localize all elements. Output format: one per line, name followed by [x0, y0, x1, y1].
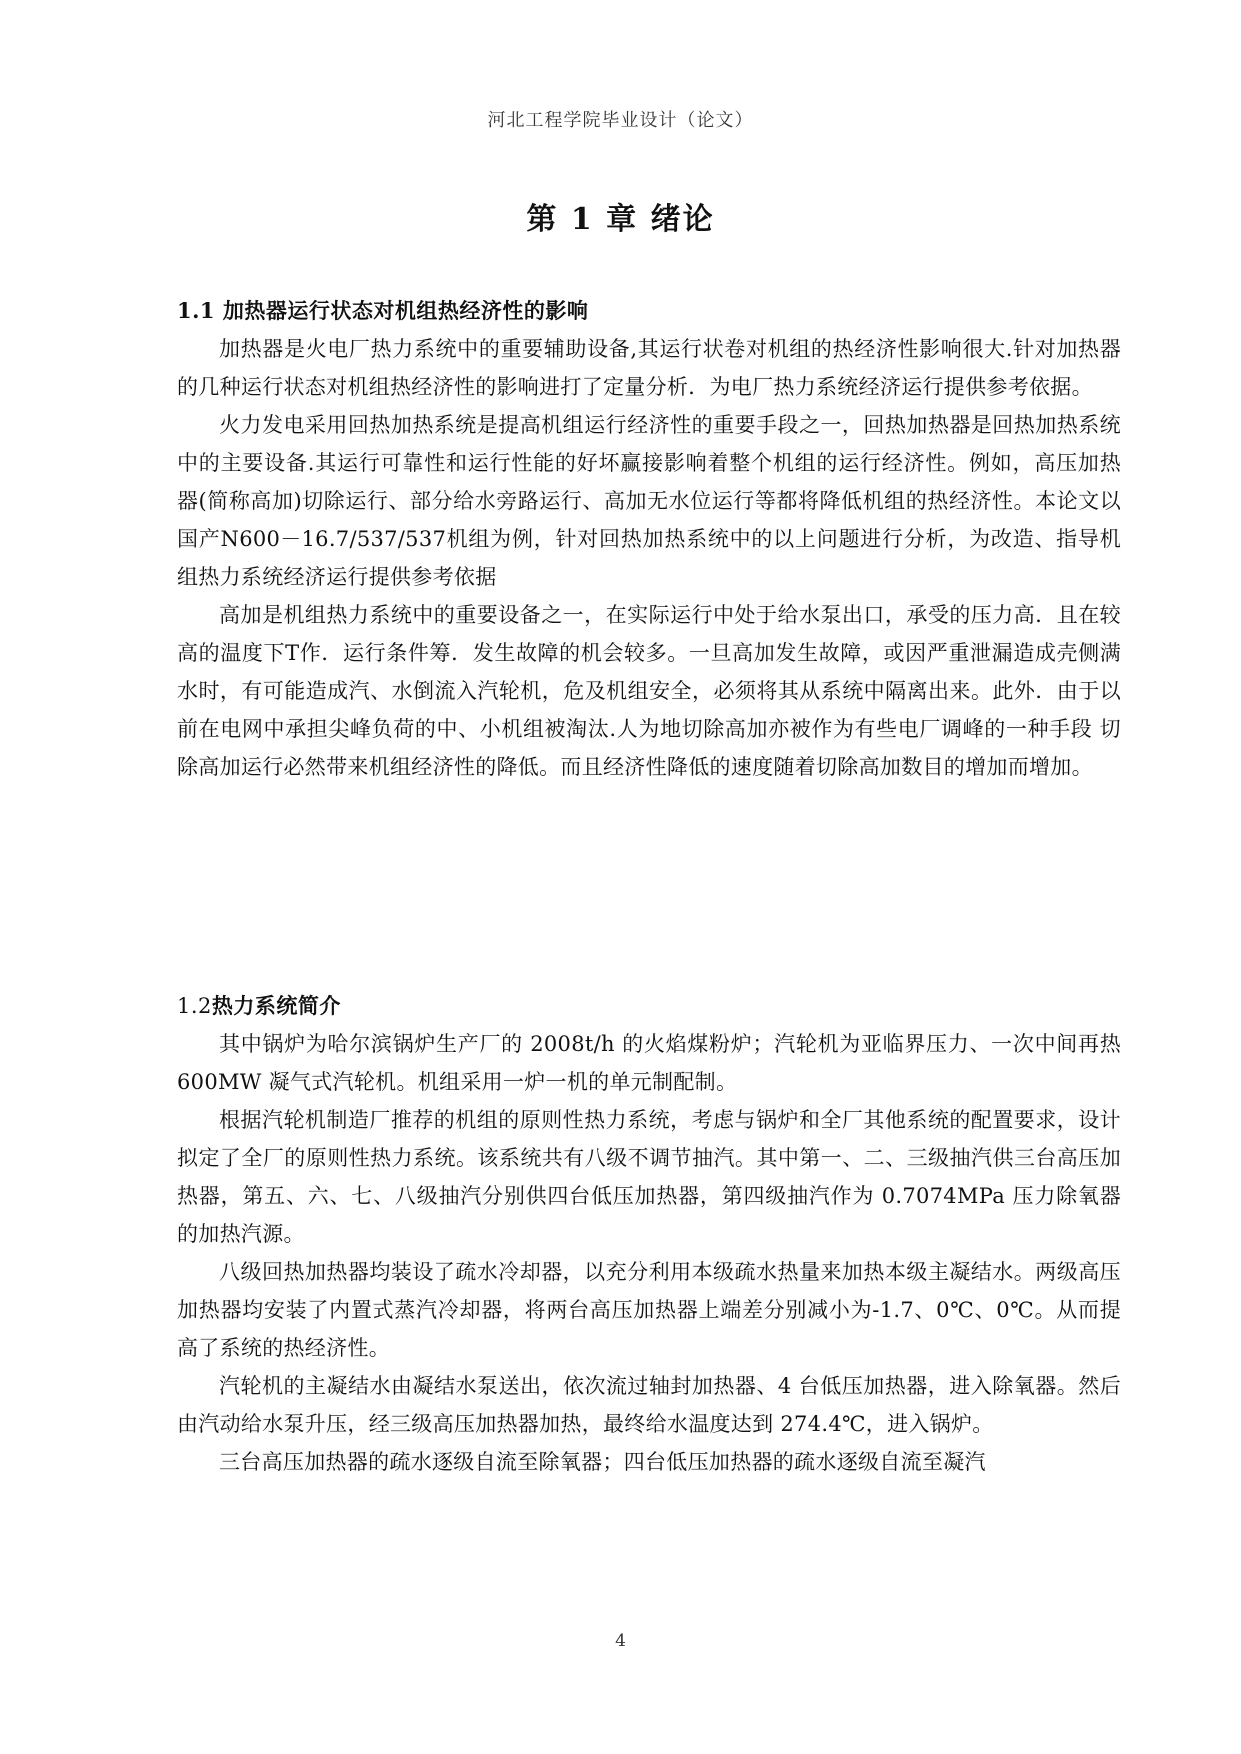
section-number: 1.2: [177, 994, 212, 1018]
section-title: 加热器运行状态对机组热经济性的影响: [222, 298, 589, 323]
paragraph: 汽轮机的主凝结水由凝结水泵送出，依次流过轴封加热器、4 台低压加热器，进入除氧器。然后由汽动给水泵升压，经三级高压加热器加热，最终给水温度达到 274.4℃，进入锅炉。: [177, 1374, 1121, 1436]
running-header: 河北工程学院毕业设计（论文）: [487, 110, 754, 131]
paragraph: 高加是机组热力系统中的重要设备之一，在实际运行中处于给水泵出口，承受的压力高．且在较高的温度下T作．运行条件筹．发生故障的机会较多。一旦高加发生故障，或因严重泄漏造成壳侧满水时，有可能造成汽、水倒流入汽轮机，危及机组安全，必须将其从系统中隔离出来。此外．由于以前在电网中承担尖峰负荷的中、小机组被淘汰.人为地切除高加亦被作为有些电厂调峰的一种手段 切除高加运行必然带来机组经济性的降低。而且经济性降低的速度随着切除高加数目的增加而增加。: [177, 603, 1121, 779]
section-1-1: [177, 292, 1121, 786]
paragraph: 其中锅炉为哈尔滨锅炉生产厂的 2008t/h 的火焰煤粉炉；汽轮机为亚临界压力、一次中间再热 600MW 凝气式汽轮机。机组采用一炉一机的单元制配制。: [177, 1032, 1121, 1094]
section-heading: [177, 292, 1121, 330]
section-1-2: [177, 987, 1121, 1481]
paragraph: 根据汽轮机制造厂推荐的机组的原则性热力系统，考虑与锅炉和全厂其他系统的配置要求，设计拟定了全厂的原则性热力系统。该系统共有八级不调节抽汽。其中第一、二、三级抽汽供三台高压加热器，第五、六、七、八级抽汽分别供四台低压加热器，第四级抽汽作为 0.7074MPa 压力除氧器的加热汽源。: [177, 1108, 1121, 1246]
chapter-title: 第 1 章 绪论: [526, 202, 715, 237]
section-number: 1.1: [177, 298, 216, 323]
section-title: 热力系统简介: [211, 993, 341, 1018]
section-heading: [177, 987, 1121, 1025]
paragraph: 三台高压加热器的疏水逐级自流至除氧器；四台低压加热器的疏水逐级自流至凝汽: [219, 1450, 986, 1474]
paragraph: 八级回热加热器均装设了疏水冷却器，以充分利用本级疏水热量来加热本级主凝结水。两级高压加热器均安装了内置式蒸汽冷却器，将两台高压加热器上端差分别减小为-1.7、0℃、0℃。从而提高了系统的热经济性。: [177, 1260, 1121, 1360]
paragraph: 加热器是火电厂热力系统中的重要辅助设备,其运行状卷对机组的热经济性影响很大.针对加热器的几种运行状态对机组热经济性的影响进打了定量分析．为电厂热力系统经济运行提供参考依据。: [177, 337, 1121, 399]
page-number: 4: [615, 1631, 626, 1651]
paragraph: 火力发电采用回热加热系统是提高机组运行经济性的重要手段之一，回热加热器是回热加热系统中的主要设备.其运行可靠性和运行性能的好坏赢接影响着整个机组的运行经济性。例如，高压加热器(简称高加)切除运行、部分给水旁路运行、高加无水位运行等都将降低机组的热经济性。本论文以国产N600－16.7/537/537机组为例，针对回热加热系统中的以上问题进行分析，为改造、指导机组热力系统经济运行提供参考依据: [177, 413, 1121, 589]
